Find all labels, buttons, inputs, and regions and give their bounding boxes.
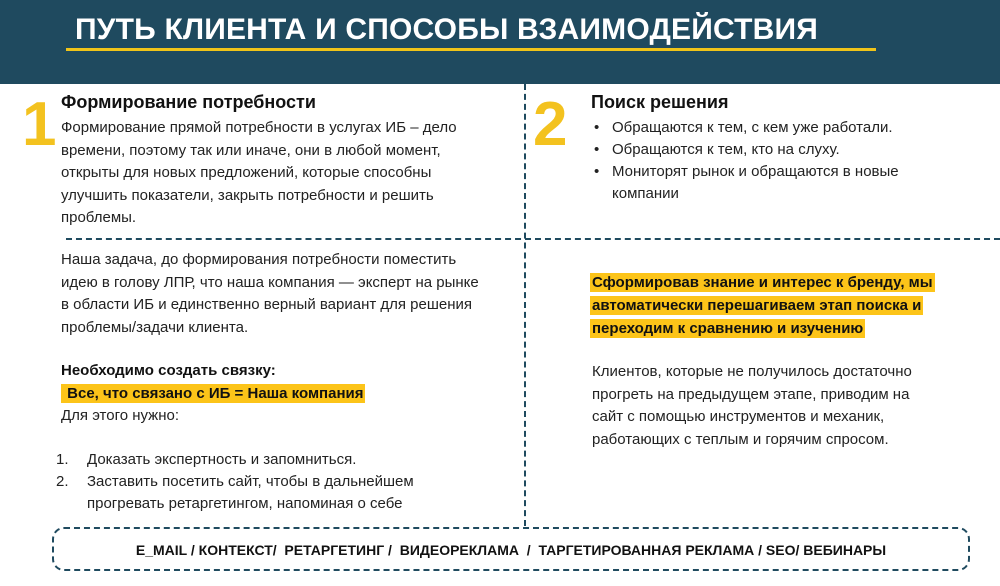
text-line: в области ИБ и единственно верный вариант для решения [61,296,473,313]
list-item [592,139,899,161]
text-line: компании [612,185,679,202]
need-intro-paragraph [61,117,457,230]
task-paragraph [61,249,479,339]
list-item [56,471,414,515]
list-item [592,117,899,139]
link-highlight: Все, что связано с ИБ = Наша компания [63,384,364,402]
channels-text: E_MAIL / КОНТЕКСТ/ РЕТАРГЕТИНГ / ВИДЕОРЕКЛАМА / ТАРГЕТИРОВАННАЯ РЕКЛАМА / SEO/ ВЕБИНАРЫ [135,542,887,558]
text-line: прогреть на предыдущем этапе, приводим на [592,385,910,403]
text-line: времени, поэтому так или иначе, они в любой момент, [61,141,441,159]
text-line: Наша задача, до формирования потребности поместить [61,251,457,268]
vertical-dashed-divider [524,84,526,526]
search-bullets [592,117,899,205]
text-line: Заставить посетить сайт, чтобы в дальнейшем [87,473,414,490]
text-line: Формирование прямой потребности в услугах ИБ – дело [61,119,457,136]
warm-up-paragraph [592,361,912,451]
text-line: идею в голову ЛПР, что наша компания — эксперт на рынке [61,273,479,291]
list-item-number: 2. [56,473,69,490]
text-line: прогревать ретаргетингом, напоминая о себе [87,495,403,512]
channels-box [52,527,970,571]
text-line: улучшить показатели, закрыть потребности и решить [61,186,434,204]
text-line: • Обращаются к тем, кто на слуху. [612,141,840,158]
header-banner [0,0,1000,84]
section-heading-search: Поиск решения [591,92,729,112]
link-block [61,360,365,428]
page-title: ПУТЬ КЛИЕНТА И СПОСОБЫ ВЗАИМОДЕЙСТВИЯ [75,13,819,46]
list-item [56,449,414,471]
steps-list [56,449,414,515]
text-line: сайт с помощью инструментов и механик, [592,408,885,425]
section-heading-need: Формирование потребности [61,92,316,112]
header-accent-line [66,48,876,51]
need-text: Для этого нужно: [61,407,180,424]
highlight-line: автоматически перешагиваем этап поиска и [592,297,922,314]
highlight-line: Сформировав знание и интерес к бренду, мы [592,274,933,291]
text-line: • Обращаются к тем, с кем уже работали. [612,119,893,136]
highlight-line: переходим к сравнению и изучению [592,320,864,337]
text-line: проблемы. [61,209,137,226]
text-line: Доказать экспертность и запомниться. [87,451,357,468]
text-line: открыты для новых предложений, которые способны [61,164,432,181]
step-number-2: 2 [533,90,568,159]
list-item-number: 1. [56,451,69,468]
text-line: Клиентов, которые не получилось достаточно [592,363,912,380]
text-line: • Мониторят рынок и обращаются в новые [612,163,899,180]
text-line: работающих с теплым и горячим спросом. [592,430,889,448]
horizontal-dashed-divider [66,238,1000,240]
list-item [592,161,899,205]
text-line: проблемы/задачи клиента. [61,318,249,336]
step-number-1: 1 [22,90,57,159]
highlight-paragraph [590,271,935,340]
link-heading: Необходимо создать связку: [61,362,276,379]
